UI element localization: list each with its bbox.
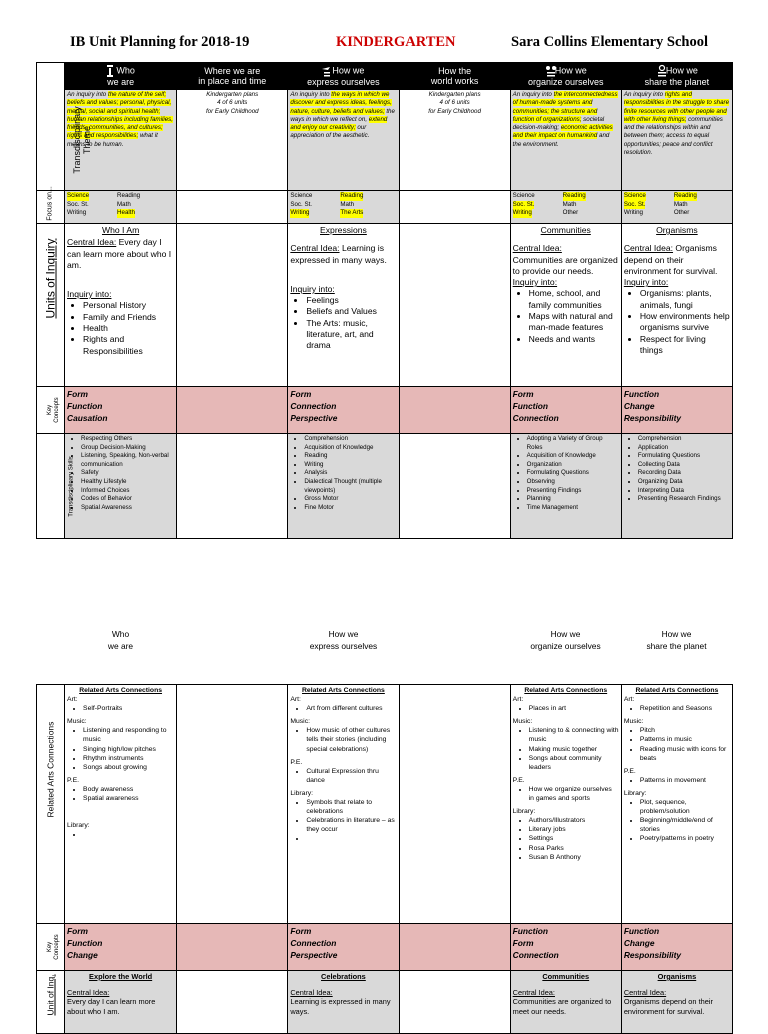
related-arts-table [36, 684, 733, 1034]
col-header-express-ourselves: How we express ourselves [288, 63, 399, 90]
unit-communities: Communities Central Idea: Communities are organized to provide our needs. Inquiry into: • Home, school, and family communities • Maps with natural and man-made features • Needs and wants [510, 224, 621, 387]
col-header-organize-ourselves: How we organize ourselves [510, 63, 621, 90]
mid-label-who-we-are: Who we are [107, 629, 134, 651]
express-icon [322, 65, 330, 77]
school-name: Sara Collins Elementary School [511, 34, 708, 50]
row-label-unit-of-inq: Unit of Inq. [45, 974, 56, 1016]
page-header [70, 34, 708, 54]
theme-where-we-are: Kindergarten plans 4 of 6 units for Early Childhood [177, 90, 288, 191]
mid-label-organize-ourselves: How we organize ourselves [530, 629, 601, 651]
key-organize-ourselves: Form Function Connection [510, 387, 621, 434]
focus-where-we-are [177, 191, 288, 224]
row-label-units: Units of Inquiry [43, 238, 58, 319]
grade-title: KINDERGARTEN [336, 34, 456, 50]
key2-share-planet: Function Change Responsibility [621, 924, 732, 971]
key-share-planet: Function Change Responsibility [621, 387, 732, 434]
row-label-focus: Focus on... [46, 185, 54, 221]
key2-express-ourselves: Form Connection Perspective [288, 924, 399, 971]
theme-who-we-are: An inquiry into the nature of the self; beliefs and values; personal, physical, mental, social and spiritual health; human relationships including families, friends, communities, and cultures; rights and responsibilities; what it means to be human. [65, 90, 177, 191]
key2-organize-ourselves: Function Form Connection [510, 924, 621, 971]
unit2-where-we-are [177, 971, 288, 1034]
row-label-key-concepts-2: Key Concepts [47, 934, 60, 960]
theme-share-planet: An inquiry into rights and responsibilities in the struggle to share finite resources with other people and with other living things; communities and the relationships within and between them; access to equal opportunities; peace and conflict resolution. [621, 90, 732, 191]
skills-share-planet: • Comprehension • Application • Formulating Questions • Collecting Data • Recording Data • Organizing Data • Interpreting Data • Presenting Research Findings [621, 434, 732, 539]
arts-world-works [399, 685, 510, 924]
key-who-we-are: Form Function Causation [65, 387, 177, 434]
unit2-world-works [399, 971, 510, 1034]
mid-label-express-ourselves: How we express ourselves [309, 629, 378, 651]
row-label-skills: Transdisciplinary Skills [68, 455, 75, 517]
column-header-row [37, 63, 733, 90]
key-where-we-are [177, 387, 288, 434]
key-concepts-row [37, 387, 733, 434]
theme-express-ourselves: An inquiry into the ways in which we discover and express ideas, feelings, nature, culture, beliefs and values; the ways in which we reflect on, extend and enjoy our creativity; our appreciation of the aesthetic. [288, 90, 399, 191]
theme-world-works: Kindergarten plans 4 of 6 units for Early Childhood [399, 90, 510, 191]
focus-express-ourselves: Science Reading Soc. St. Math Writing The Arts [288, 191, 399, 224]
mid-label-share-planet: How we share the planet [646, 629, 707, 651]
col-header-share-planet: How we share the planet [621, 63, 732, 90]
arts-share-planet: Related Arts Connections Art: • Repetition and Seasons Music: • Pitch • Patterns in music • Reading music with icons for beats P.E. • Patterns in movement Library: • Plot, sequence, problem/solution • Beginning/middle/end of stories • Poetry/patterns in poetry [621, 685, 732, 924]
col-header-where-we-are: Where we are in place and time [177, 63, 288, 90]
page-title: IB Unit Planning for 2018-19 [70, 34, 250, 50]
skills-express-ourselves: • Comprehension • Acquisition of Knowledge • Reading • Writing • Analysis • Dialectical Thought (multiple viewpoints) • Gross Motor • Fine Motor [288, 434, 399, 539]
col-header-who-we-are: Who we are [65, 63, 177, 90]
theme-row [37, 90, 733, 191]
skills-who-we-are: • Respecting Others • Group Decision-Making • Listening, Speaking, Non-verbal communication • Safety • Healthy Lifestyle • Informed Choices • Codes of Behavior • Spatial Awareness [65, 434, 177, 539]
unit-organisms: Organisms Central Idea: Organisms depend on their environment for survival. Inquiry into: • Organisms: plants, animals, fungi • How environments help organisms survive • Respect for living things [621, 224, 732, 387]
arts-organize-ourselves: Related Arts Connections Art: • Places in art Music: • Listening to & connecting with music • Making music together • Songs about community leaders P.E. • How we organize ourselves in games and sports Library: • Authors/Illustrators • Literary jobs • Settings • Rosa Parks • Susan B Anthony [510, 685, 621, 924]
organize-icon [545, 65, 553, 77]
arts-express-ourselves: Related Arts Connections Art: • Art from different cultures Music: • How music of other cultures tells their stories (including special celebrations) P.E. • Cultural Expression thru dance Library: • Symbols that relate to celebrations • Celebrations in literature – as they occur • [288, 685, 399, 924]
row-label-theme: Transdisciplinary Theme [72, 106, 92, 174]
focus-organize-ourselves: Science Reading Soc. St. Math Writing Other [510, 191, 621, 224]
unit2-express-ourselves: Celebrations Central Idea: Learning is expressed in many ways. [288, 971, 399, 1034]
focus-share-planet: Science Reading Soc. St. Math Writing Other [621, 191, 732, 224]
arts-row [37, 685, 733, 924]
skills-row [37, 434, 733, 539]
unit2-share-planet: Organisms Central Idea: Organisms depend on their environment for survival. [621, 971, 732, 1034]
unit2-who-we-are: Explore the World Central Idea: Every day I can learn more about who I am. [65, 971, 177, 1034]
theme-organize-ourselves: An inquiry into the interconnectedness of human-made systems and communities; the structure and function of organizations; societal decision-making; economic activities and their impact on humankind and the environment. [510, 90, 621, 191]
focus-who-we-are: Science Reading Soc. St. Math Writing Health [65, 191, 177, 224]
person-icon [106, 65, 114, 77]
focus-world-works [399, 191, 510, 224]
skills-organize-ourselves: • Adopting a Variety of Group Roles • Acquisition of Knowledge • Organization • Formulating Questions • Observing • Presenting Findings • Planning • Time Management [510, 434, 621, 539]
unit-where-we-are [177, 224, 288, 387]
unit-world-works [399, 224, 510, 387]
units-row-2 [37, 971, 733, 1034]
unit-planning-table [36, 62, 733, 539]
planet-icon [656, 65, 664, 77]
key-express-ourselves: Form Connection Perspective [288, 387, 399, 434]
row-label-key-concepts: Key Concepts [47, 397, 60, 423]
skills-world-works [399, 434, 510, 539]
section-column-labels [36, 628, 733, 658]
key2-who-we-are: Form Function Change [65, 924, 177, 971]
row-label-arts: Related Arts Connections [45, 721, 56, 818]
col-header-world-works: How the world works [399, 63, 510, 90]
key2-world-works [399, 924, 510, 971]
unit-who-i-am: Who I Am Central Idea: Every day I can learn more about who I am. Inquiry into: • Personal History • Family and Friends • Health • Rights and Responsibilities [65, 224, 177, 387]
key-world-works [399, 387, 510, 434]
unit-expressions: Expressions Central Idea: Learning is expressed in many ways. Inquiry into: • Feelings • Beliefs and Values • The Arts: music, literature, art, and drama [288, 224, 399, 387]
focus-row [37, 191, 733, 224]
key-concepts-row-2 [37, 924, 733, 971]
key2-where-we-are [177, 924, 288, 971]
unit2-organize-ourselves: Communities Central Idea: Communities are organized to meet our needs. [510, 971, 621, 1034]
arts-who-we-are: Related Arts Connections Art: • Self-Portraits Music: • Listening and responding to music • Singing high/low pitches • Rhythm instruments • Songs about growing P.E. • Body awareness • Spatial awareness Library: • [65, 685, 177, 924]
skills-where-we-are [177, 434, 288, 539]
arts-where-we-are [177, 685, 288, 924]
units-row [37, 224, 733, 387]
